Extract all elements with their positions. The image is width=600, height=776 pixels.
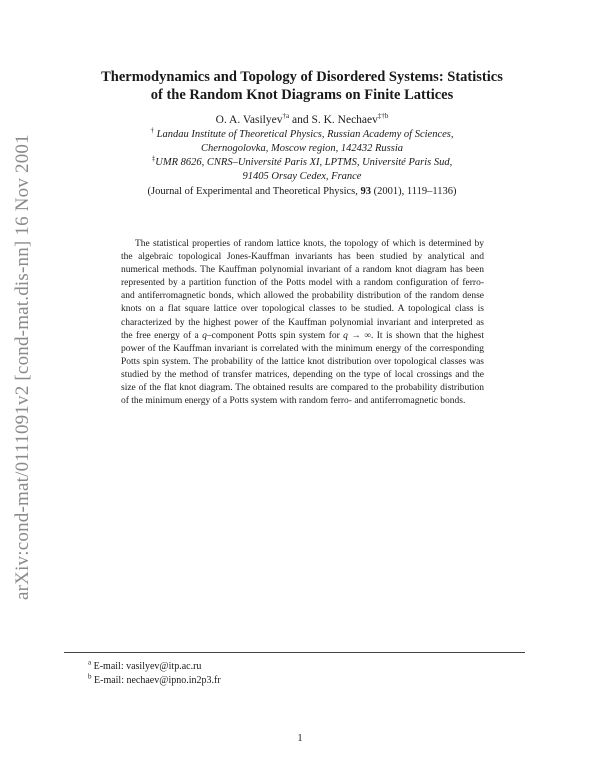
- affiliation-2-mark: ‡: [151, 154, 156, 163]
- affiliation-2: [64, 156, 540, 184]
- affiliation-2-line-2: 91405 Orsay Cedex, France: [242, 171, 362, 182]
- footnote-b: [88, 674, 221, 687]
- journal-suffix: (2001), 1119–1136): [371, 186, 457, 197]
- affiliation-2-line-1: [64, 156, 540, 170]
- author-1-marks: †a: [282, 112, 290, 121]
- abstract-part-1: The statistical properties of random lattice knots, the topology of which is determined by the algebraic topological Jones-Kauffman invariants has been studied by analytical and numerical methods. The Kauffman polynomial invariant of a random knot diagram has been represented by a partition function of the Potts model with a random configuration of ferro- and antiferromagnetic bonds, which allowed the probability distribution of the random dense knots on a flat square lattice over topological classes to be studied. A topological class is characterized by the highest power of the Kauffman polynomial invariant and interpreted as the free energy of a: [121, 239, 484, 341]
- abstract: [121, 238, 484, 408]
- affiliation-1-line-1: [64, 128, 540, 142]
- footnote-a-mark: a: [88, 658, 92, 667]
- affiliation-1-line-2: Chernogolovka, Moscow region, 142432 Russia: [200, 143, 403, 154]
- footnote-a: [88, 660, 201, 673]
- title-line-2: of the Random Knot Diagrams on Finite Lattices: [150, 87, 454, 103]
- page-number: 1: [297, 733, 303, 744]
- affiliation-1-text-1: Landau Institute of Theoretical Physics, Russian Academy of Sciences,: [154, 129, 454, 140]
- affiliation-2-text-1: UMR 8626, CNRS–Université Paris XI, LPTMS, Université Paris Sud,: [155, 157, 453, 168]
- affiliation-1: [64, 128, 540, 156]
- author-2: S. K. Nechaev: [311, 114, 378, 126]
- footnote-b-mark: b: [88, 672, 92, 681]
- footnote-divider: [64, 652, 525, 653]
- author-list: [64, 113, 540, 127]
- journal-reference: [64, 185, 540, 199]
- author-1: O. A. Vasilyev: [215, 114, 283, 126]
- footnote-b-email: E-mail: nechaev@ipno.in2p3.fr: [91, 675, 221, 686]
- journal-prefix: (Journal of Experimental and Theoretical Physics,: [147, 186, 361, 197]
- author-joiner: and: [289, 114, 312, 126]
- abstract-q-1: q: [202, 330, 207, 341]
- affiliation-1-mark: †: [150, 126, 154, 135]
- abstract-arrow: → ∞: [347, 330, 371, 341]
- journal-volume: 93: [360, 186, 371, 197]
- abstract-part-3: . It is shown that the highest power of the Kauffman invariant is correlated with the minimum energy of the corresponding Potts spin system. The probability of the lattice knot distribution over topological classes was studied by the method of transfer matrices, depending on the type of local crossings and the size of the flat knot diagram. The obtained results are compared to the probability distribution of the minimum energy of a Potts system with random ferro- and antiferromagnetic bonds.: [121, 330, 484, 407]
- paper-title: [64, 68, 540, 104]
- abstract-q-2: q: [343, 330, 348, 341]
- author-2-marks: ‡†b: [377, 112, 389, 121]
- footnote-a-email: E-mail: vasilyev@itp.ac.ru: [91, 661, 202, 672]
- arxiv-stamp: arXiv:cond-mat/0111091v2 [cond-mat.dis-nn] 16 Nov 2001: [12, 134, 33, 600]
- title-line-1: Thermodynamics and Topology of Disordered Systems: Statistics: [101, 69, 503, 85]
- abstract-part-2: –component Potts spin system for: [206, 330, 344, 341]
